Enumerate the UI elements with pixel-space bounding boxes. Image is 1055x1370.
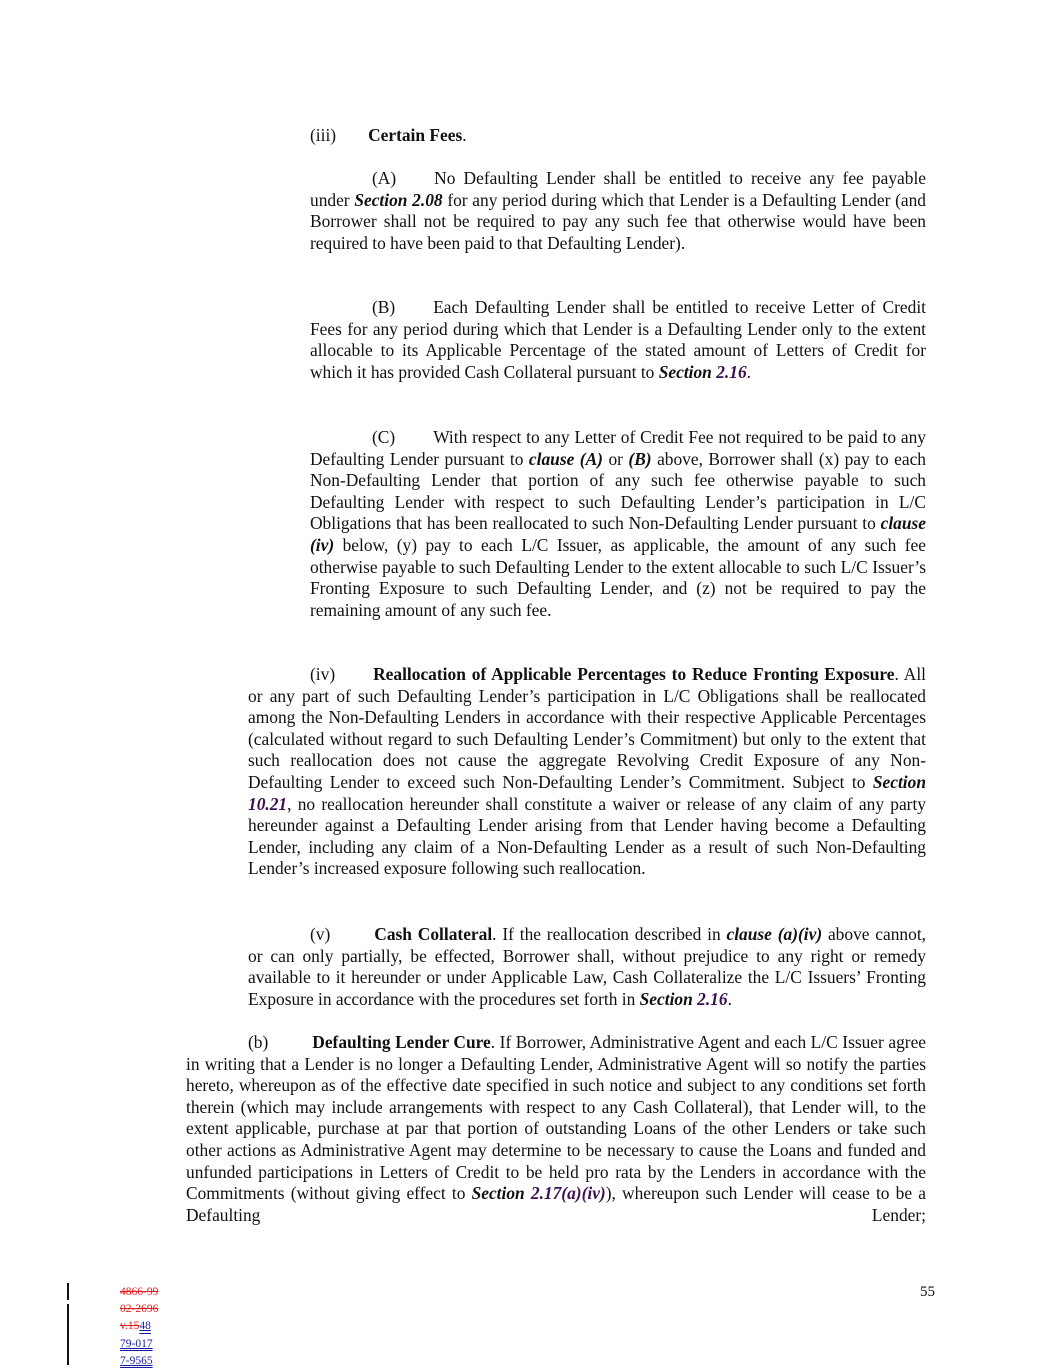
clause-text: Each Defaulting Lender shall be entitled to receive Letter of Credit Fees for any period during which that Lender is a Defaulting Lender only to the extent allocable to its Applicable Percentage of the stated amount of Letters of Credit for which it has provided Cash Collateral pursuant to [310, 297, 926, 382]
clause-iii-C [310, 427, 926, 621]
clause-text: below, (y) pay to each L/C Issuer, as applicable, the amount of any such fee otherwise payable to such Defaulting Lender to the extent allocable to such L/C Issuer’s Fronting Exposure to such Defaulting Lender, and (z) not be required to pay the remaining amount of any such fee. [310, 534, 926, 620]
clause-iii-A [310, 168, 926, 254]
clause-text: No Defaulting Lender shall be entitled to receive any fee payable under [310, 168, 926, 210]
clause-heading: Cash Collateral [374, 924, 493, 944]
punctuation: . [746, 361, 752, 382]
cross-reference-word: Section [872, 771, 926, 792]
clause-text: . If the reallocation described in [492, 924, 727, 944]
clause-iii-heading [310, 125, 930, 147]
change-bar [67, 1283, 69, 1300]
cross-reference[interactable]: (B) [628, 448, 652, 469]
cross-reference[interactable]: Section 2.08 [354, 189, 443, 210]
deleted-text: v.15 [120, 1320, 140, 1333]
clause-text: above, Borrower shall (x) pay to each Non-Defaulting Lender that portion of any such fee otherwise payable to such Defaulting Lender with respect to such Defaulting Lender’s participation in L/C Obligations that has been reallocated to such Non-Defaulting Lender pursuant to [310, 448, 927, 534]
clause-text: With respect to any Letter of Credit Fee not required to be paid to any Defaulting Lender pursuant to [310, 427, 926, 469]
clause-heading: Reallocation of Applicable Percentages to Reduce Fronting Exposure [373, 664, 895, 684]
clause-text: or [602, 448, 629, 469]
clause-label: (C) [372, 427, 396, 447]
clause-text: , no reallocation hereunder shall constitute a waiver or release of any claim of any party hereunder against a Defaulting Lender arising from that Lender having become a Defaulting Lender, including any claim of a Non-Defaulting Lender as a result of such Non-Defaulting Lender’s increased exposure following such reallocation. [248, 793, 926, 879]
page-number: 55 [920, 1284, 935, 1300]
cross-reference[interactable]: clause (A) [528, 448, 603, 469]
clause-label: (B) [372, 297, 396, 317]
clause-text: ), whereupon such Lender will cease to be a Defaulting Lender; [186, 1183, 926, 1225]
cross-reference[interactable]: clause (iv) [310, 513, 926, 555]
clause-text: . All or any part of such Defaulting Lender’s participation in L/C Obligations shall be reallocated among the Non-Defaulting Lenders in accordance with their respective Applicable Percentages (calculated without regard to such Defaulting Lender’s Commitment) but only to the extent that such reallocation does not cause the aggregate Revolving Credit Exposure of any Non-Defaulting Lender to exceed such Non-Defaulting Lender’s Commitment. Subject to [248, 664, 926, 792]
inserted-text: 48 [139, 1320, 151, 1333]
clause-label: (A) [372, 168, 397, 188]
clause-text: above cannot, or can only partially, be effected, Borrower shall, without prejudice to any right or remedy available to it hereunder or under Applicable Law, Cash Collateralize the L/C Issuers’ Fronting Exposure in accordance with the procedures set forth in [248, 924, 926, 1009]
clause-text: for any period during which that Lender is a Defaulting Lender (and Borrower shall not be required to pay any such fee that otherwise would have been required to have been paid to that Defaulting Lender). [310, 189, 927, 253]
inserted-text: 79-017 [120, 1337, 153, 1350]
deleted-text: 4866-99 [120, 1286, 159, 1298]
clause-text: . If Borrower, Administrative Agent and each L/C Issuer agree in writing that a Lender is no longer a Defaulting Lender, Administrative Agent will so notify the parties hereto, whereupon as of the effective date specified in such notice and subject to any conditions set forth therein (which may include arrangements with respect to any Cash Collateral), that Lender will, to the extent applicable, purchase at par that portion of outstanding Loans of the other Lenders or take such other actions as Administrative Agent may determine to be necessary to cause the Loans and funded and unfunded participations in Letters of Credit to be held pro rata by the Lenders in accordance with the Commitments (without giving effect to [186, 1032, 927, 1204]
clause-label: (b) [248, 1032, 269, 1052]
clause-heading: Defaulting Lender Cure [312, 1032, 491, 1052]
change-bar [67, 1304, 69, 1365]
clause-label: (iv) [310, 664, 336, 684]
clause-label: (iii) [310, 125, 337, 145]
clause-heading: Certain Fees [368, 125, 463, 145]
clause-v [248, 924, 926, 1010]
cross-reference-link[interactable]: 2.17(a)(iv) [530, 1183, 606, 1204]
punctuation: . [727, 988, 732, 1009]
cross-reference[interactable]: clause (a)(iv) [726, 924, 823, 944]
clause-b [186, 1032, 926, 1226]
clause-label: (v) [310, 924, 331, 944]
deleted-text: 02-2696 [120, 1303, 159, 1316]
clause-iii-B [310, 297, 926, 383]
cross-reference-word: Section [471, 1183, 525, 1204]
cross-reference-word: Section [639, 988, 693, 1009]
clause-iv [248, 664, 926, 880]
cross-reference-link[interactable]: 2.16 [716, 361, 747, 382]
document-id [120, 1284, 170, 1370]
cross-reference-word: Section [658, 361, 712, 382]
cross-reference-link[interactable]: 10.21 [248, 793, 288, 814]
punctuation: . [462, 125, 467, 145]
inserted-text: 7-9565 [120, 1354, 153, 1367]
cross-reference-link[interactable]: 2.16 [697, 988, 728, 1009]
